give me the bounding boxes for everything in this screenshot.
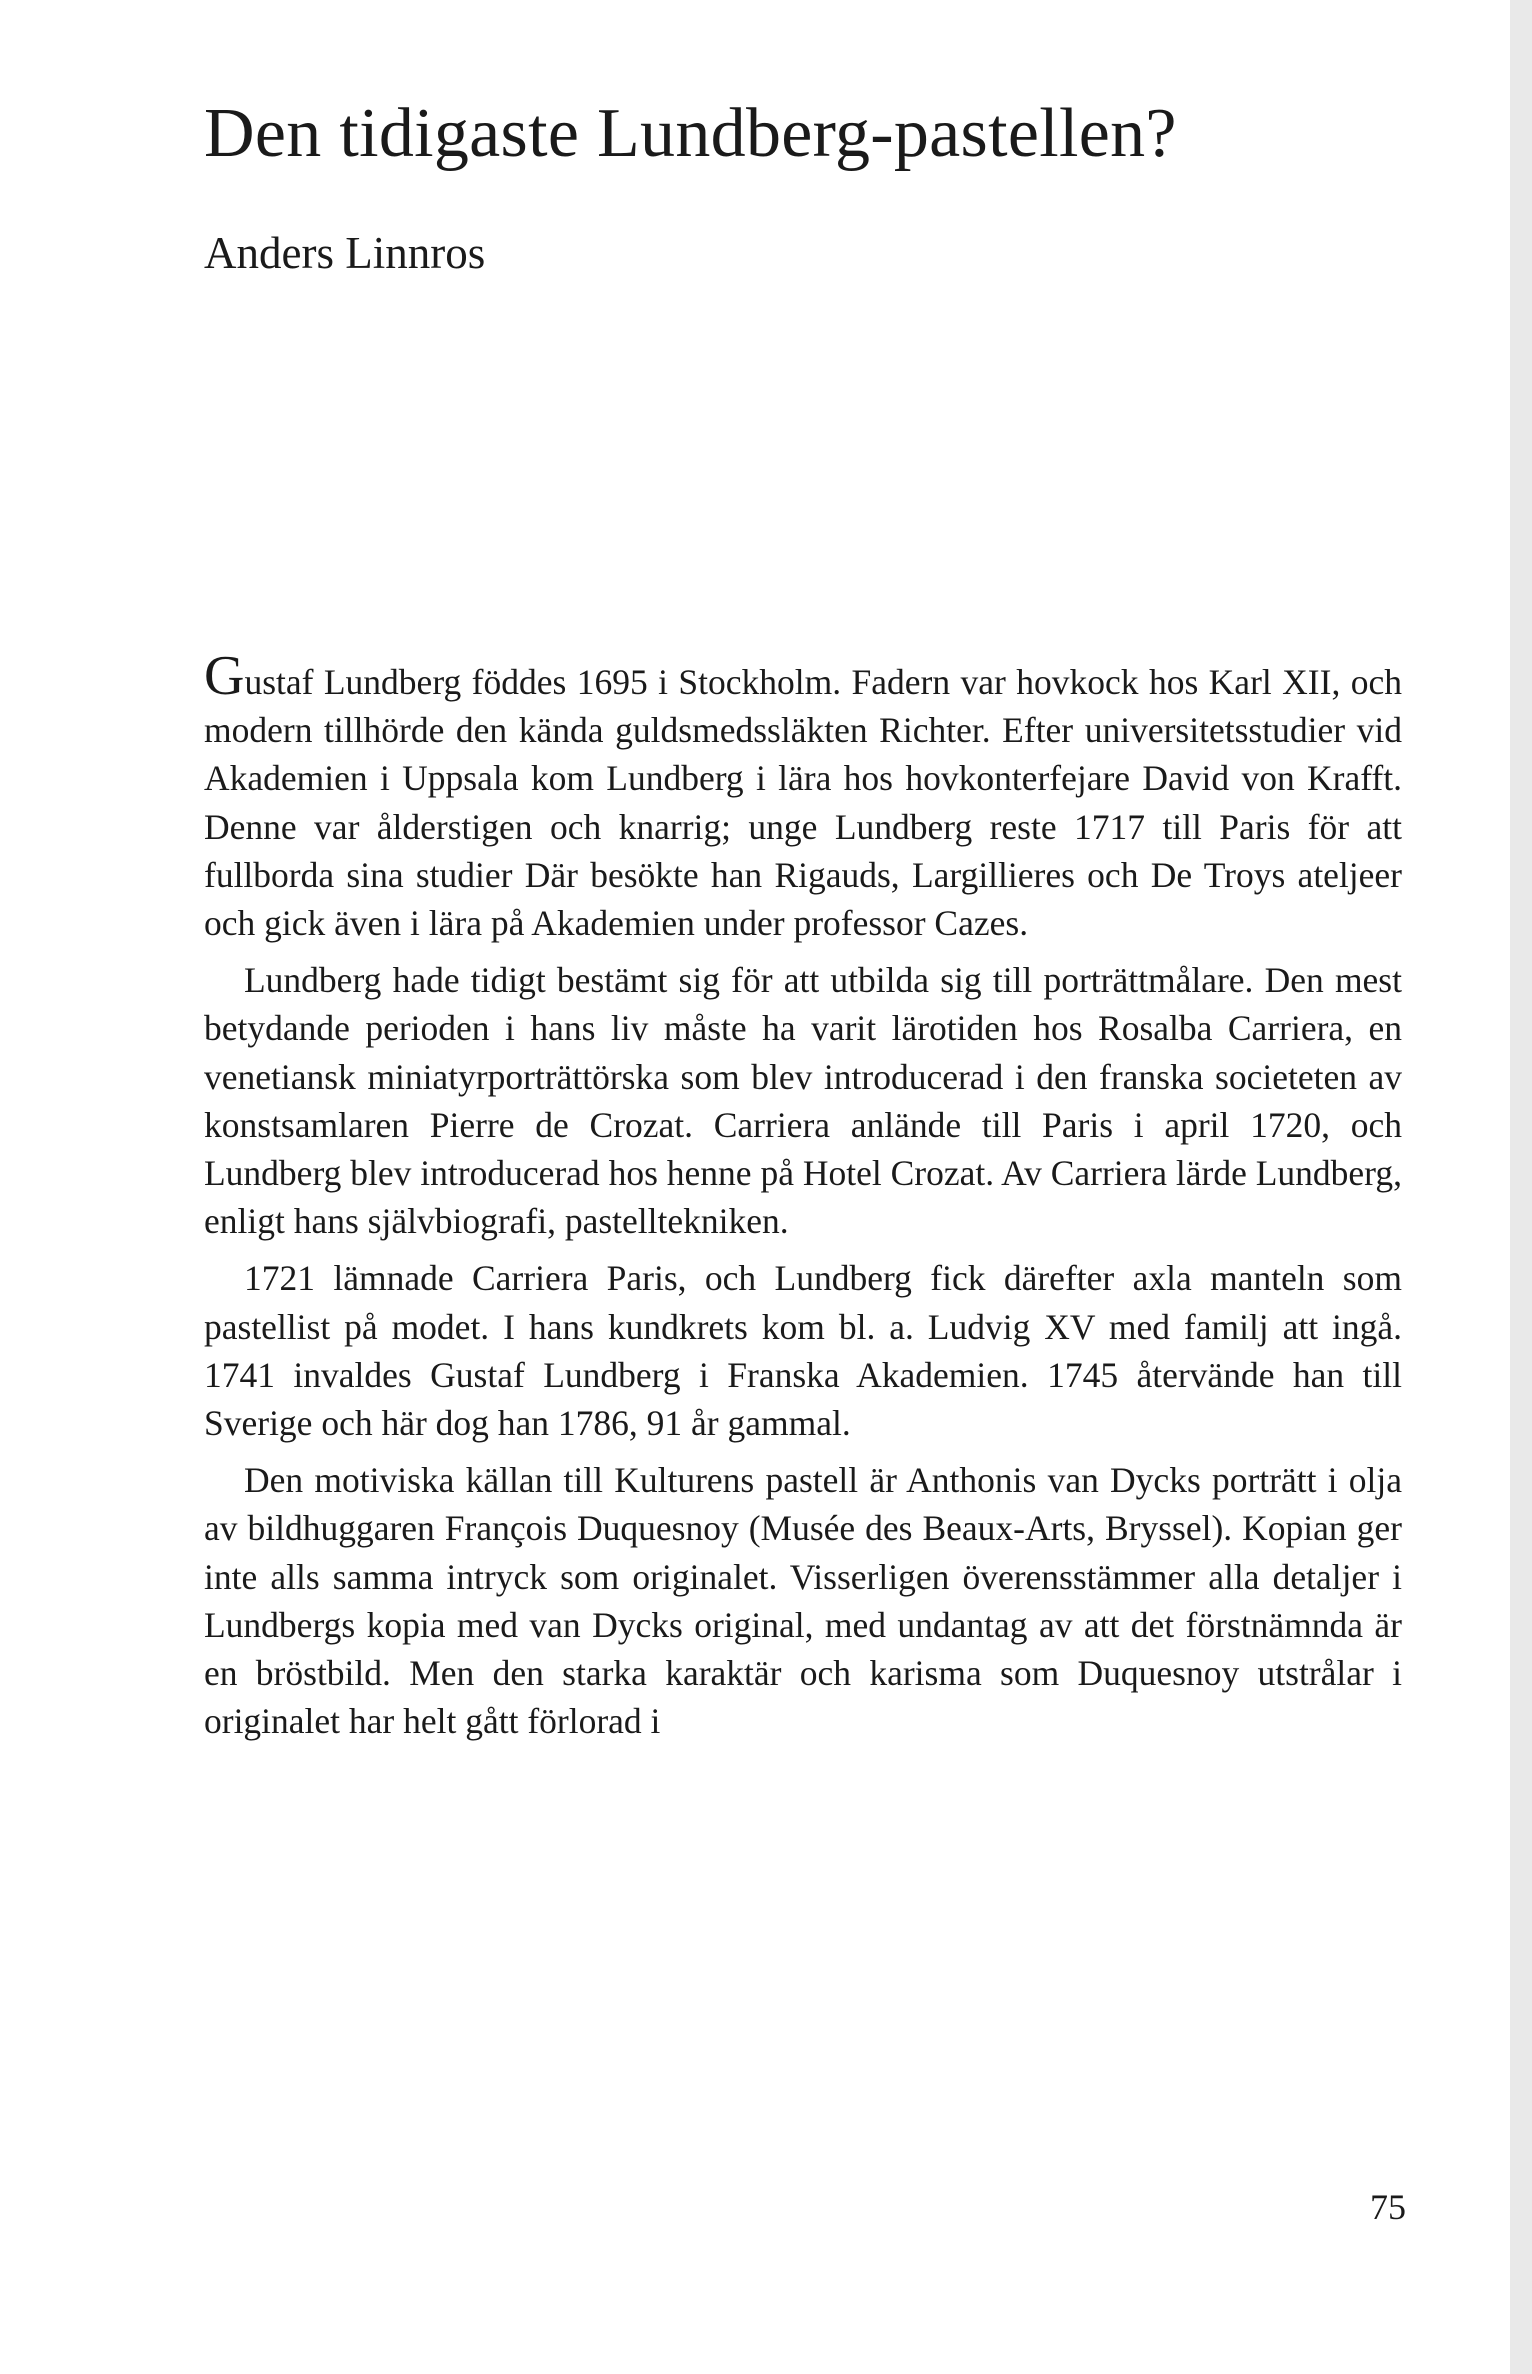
- page-edge-shadow: [1510, 0, 1532, 2374]
- article-author: Anders Linnros: [204, 228, 486, 278]
- article-body: [204, 645, 1402, 1745]
- body-paragraph-3: 1721 lämnade Carriera Paris, och Lundberg fick därefter axla manteln som pastellist på modet. I hans kundkrets kom bl. a. Ludvig XV med familj att ingå. 1741 invaldes Gustaf Lundberg i Franska Akademien. 1745 återvände han till Sverige och här dog han 1786, 91 år gammal.: [204, 1258, 1402, 1444]
- article-title: Den tidigaste Lundberg-pastellen?: [204, 95, 1177, 172]
- body-paragraph-4: Den motiviska källan till Kulturens pastell är Anthonis van Dycks porträtt i olja av bildhuggaren François Duquesnoy (Musée des Beaux-Arts, Bryssel). Kopian ger inte alls samma intryck som originalet. Visserligen överensstämmer alla detaljer i Lundbergs kopia med van Dycks original, med undantag av att det förstnämnda är en bröstbild. Men den starka karaktär och karisma som Duquesnoy utstrålar i originalet har helt gått förlorad i: [204, 1460, 1402, 1742]
- body-paragraph-1: [204, 645, 1402, 947]
- page-number: 75: [1370, 2187, 1406, 2227]
- paragraph-text: ustaf Lundberg föddes 1695 i Stockholm. Fadern var hovkock hos Karl XII, och modern tillhörde den kända guldsmedssläkten Richter. Efter universitetsstudier vid Akademien i Uppsala kom Lundberg i lära hos hovkonterfejare David von Krafft. Denne var ålderstigen och knarrig; unge Lundberg reste 1717 till Paris för att fullborda sina studier Där besökte han Rigauds, Largillieres och De Troys ateljeer och gick även i lära på Akademien under professor Cazes.: [204, 662, 1402, 944]
- lead-initial: G: [204, 645, 245, 707]
- body-paragraph-2: Lundberg hade tidigt bestämt sig för att utbilda sig till porträttmålare. Den mest betydande perioden i hans liv måste ha varit lärotiden hos Rosalba Carriera, en venetiansk miniatyrporträttörska som blev introducerad i den franska societeten av konstsamlaren Pierre de Crozat. Carriera anlände till Paris i april 1720, och Lundberg blev introducerad hos henne på Hotel Crozat. Av Carriera lärde Lundberg, enligt hans självbiografi, pastelltekniken.: [204, 960, 1402, 1242]
